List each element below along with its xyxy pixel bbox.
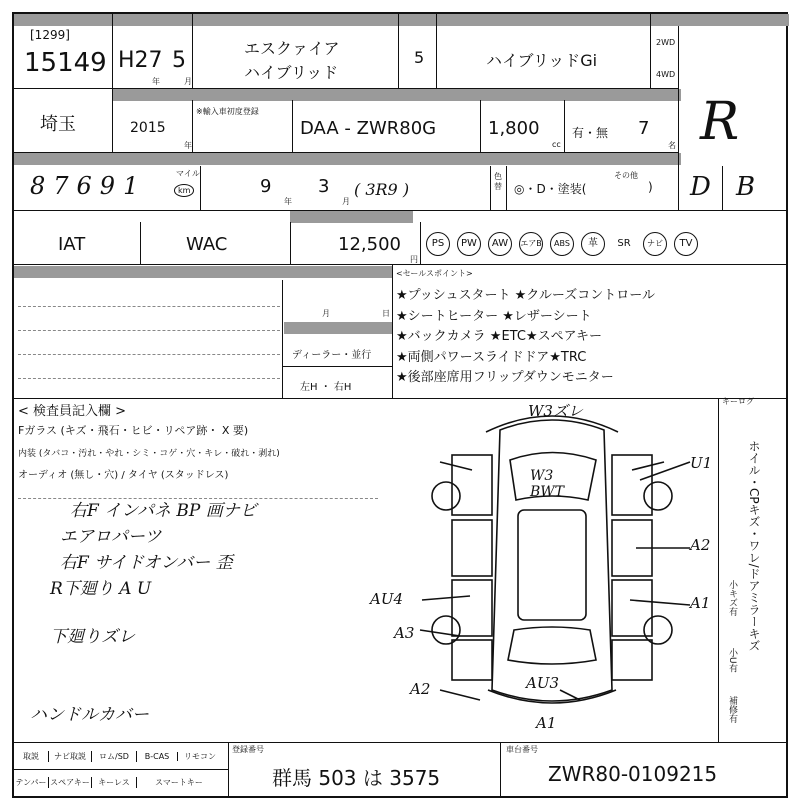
- equipment-tv: TV: [674, 232, 698, 256]
- seats-unit: 名: [668, 141, 676, 150]
- first-reg-month: 5: [172, 48, 186, 73]
- wheel-right-front: [644, 482, 672, 510]
- lot-number: 15149: [24, 48, 107, 78]
- leader-au3: [560, 690, 580, 700]
- recycle-fee: 12,500: [338, 234, 401, 255]
- leader-a3: [420, 630, 460, 636]
- month-char: 月: [342, 197, 350, 206]
- h-line: [14, 742, 786, 743]
- footer-label: スペアキー: [49, 777, 92, 788]
- equipment-sr: SR: [617, 238, 631, 249]
- glass-condition: Fガラス (キズ・飛石・ヒビ・リペア跡・ X 要): [18, 424, 249, 437]
- drive-2wd: 2WD: [656, 38, 676, 47]
- inspection-month: 3: [318, 176, 330, 197]
- sales-point: ★シートヒーター ★レザーシート: [396, 308, 592, 324]
- other-label: その他: [614, 171, 638, 180]
- km-unit: km: [174, 184, 194, 197]
- color-change-label: 色替: [494, 172, 502, 191]
- leader-a1-right: [630, 600, 690, 605]
- inspector-note: エアロパーツ: [60, 527, 162, 547]
- left-rear-quarter: [452, 640, 492, 680]
- mark-right-mid: A2: [690, 536, 711, 554]
- doors: 5: [414, 48, 425, 67]
- left-rear-door: [452, 580, 492, 636]
- year-ad: 2015: [130, 120, 166, 136]
- mark-top: W3ズレ: [528, 402, 583, 420]
- transmission: IAT: [58, 234, 86, 255]
- seats: 7: [638, 118, 650, 139]
- day-char: 日: [382, 309, 390, 318]
- yen-unit: 円: [410, 255, 418, 264]
- lot-bracket: [1299]: [30, 28, 70, 42]
- interior-grade: D: [690, 172, 711, 202]
- interior-condition: 内装 (タバコ・汚れ・やれ・シミ・コゲ・穴・キレ・破れ・剥れ): [18, 449, 280, 459]
- year-char: 年: [152, 77, 160, 86]
- side-mark: 小キズ有: [727, 580, 737, 616]
- equipment-ps: PS: [426, 232, 450, 256]
- right-mirror: [632, 462, 664, 470]
- mark-windshield: W3 BWT: [530, 468, 565, 500]
- import-note: ※輸入車初度登録: [196, 107, 259, 116]
- seats-label: 有・無: [572, 126, 609, 140]
- chassis-number: ZWR80-0109215: [548, 762, 718, 786]
- model-name-line1: エスクァイア: [244, 39, 340, 58]
- displacement: 1,800: [488, 118, 540, 139]
- score: R: [700, 92, 740, 152]
- mark-right-rear: A1: [690, 594, 711, 612]
- registration-number: 群馬 503 は 3575: [272, 766, 441, 790]
- sales-points-header: <セールスポイント>: [396, 269, 473, 278]
- mark-bottom: A1: [536, 714, 557, 732]
- footer-label: B-CAS: [137, 752, 178, 761]
- month-char: 月: [322, 309, 330, 318]
- leader-au4: [422, 596, 470, 600]
- rear-window: [508, 627, 596, 664]
- equipment-abs: ABS: [550, 232, 574, 256]
- era-year: H27: [118, 48, 163, 73]
- model-name-line2: ハイブリッド: [244, 63, 339, 82]
- footer-checklist: [14, 744, 228, 796]
- inspector-note: 右F サイドオンバー 歪: [60, 553, 233, 573]
- roof: [518, 510, 586, 620]
- inspector-note: 下廻りズレ: [50, 627, 135, 647]
- color-options: ◎・D・塗装(: [514, 182, 587, 196]
- footer-label: ナビ取説: [49, 751, 92, 762]
- v-line: [500, 742, 501, 796]
- model-code: DAA - ZWR80G: [300, 118, 437, 139]
- right-rear-quarter: [612, 640, 652, 680]
- grade: ハイブリッドGi: [486, 51, 598, 70]
- wheel-left-front: [432, 482, 460, 510]
- left-front-door: [452, 520, 492, 576]
- footer-label: スマートキー: [155, 778, 203, 787]
- dealer-parallel: ディーラー・並行: [292, 350, 372, 361]
- left-mirror: [440, 462, 472, 470]
- exterior-grade: B: [736, 172, 756, 202]
- region: 埼玉: [40, 114, 76, 135]
- color-code: ( 3R9 ): [354, 180, 410, 199]
- audio-tire: オーディオ (無し・穴) / タイヤ (スタッドレス): [18, 470, 229, 481]
- paren-close: ): [648, 180, 653, 194]
- side-column-text: ホイル・CPキズ・ワレ/ドアミラーキズ: [747, 440, 761, 652]
- equipment-leather: 革: [581, 232, 605, 256]
- footer-label: 取説: [14, 751, 49, 762]
- mark-rear-bumper: AU3: [526, 674, 560, 692]
- wheel-left-rear: [432, 616, 460, 644]
- key-log-label: キーログ: [722, 397, 754, 406]
- leader-a2-left: [440, 690, 480, 700]
- footer-label: テンパー: [14, 777, 49, 788]
- mileage: 87691: [30, 172, 147, 200]
- steering-side: 左H ・ 右H: [300, 382, 352, 393]
- inspector-note: 右F インパネ BP 画ナビ: [70, 501, 257, 521]
- registration-label: 登録番号: [232, 745, 264, 754]
- v-line: [718, 398, 719, 742]
- footer-label: リモコン: [184, 752, 216, 761]
- v-line: [228, 742, 229, 796]
- left-front-fender: [452, 455, 492, 515]
- wheel-right-rear: [644, 616, 672, 644]
- right-front-fender: [612, 455, 652, 515]
- sales-point: ★両側パワースライドドア★TRC: [396, 349, 587, 365]
- mark-left-mid: AU4: [370, 590, 404, 608]
- mark-left-bottom: A2: [410, 680, 431, 698]
- mark-right-front: U1: [690, 454, 713, 472]
- sales-point: ★プッシュスタート ★クルーズコントロール: [396, 288, 655, 303]
- equipment-airbag: エアB: [519, 232, 543, 256]
- leader-u1: [640, 462, 690, 480]
- sales-point: ★バックカメラ ★ETC★スペアキー: [396, 329, 603, 344]
- mileage-unit: マイル: [176, 169, 200, 178]
- equipment-navi: ナビ: [643, 232, 667, 256]
- year-char: 年: [184, 141, 192, 150]
- drive-4wd: 4WD: [656, 70, 676, 79]
- inspector-note: R下廻り A U: [50, 579, 152, 599]
- equipment-pw: PW: [457, 232, 481, 256]
- inspection-year: 9: [260, 176, 272, 197]
- right-rear-door: [612, 580, 652, 636]
- sales-point: ★後部座席用フリップダウンモニター: [396, 370, 614, 385]
- year-char: 年: [284, 197, 292, 206]
- mark-left-rear: A3: [394, 624, 415, 642]
- side-mark: 補修有: [727, 696, 737, 723]
- footer-label: ロム/SD: [92, 751, 137, 762]
- month-char: 月: [184, 77, 192, 86]
- air-conditioner: WAC: [186, 234, 228, 255]
- equipment-aw: AW: [488, 232, 512, 256]
- footer-label: キーレス: [92, 777, 137, 788]
- chassis-label: 車台番号: [506, 745, 538, 754]
- inspector-note: ハンドルカバー: [30, 705, 149, 725]
- side-mark: 小U有: [727, 648, 737, 673]
- inspector-header: < 検査員記入欄 >: [18, 404, 127, 419]
- cc-unit: cc: [552, 140, 561, 149]
